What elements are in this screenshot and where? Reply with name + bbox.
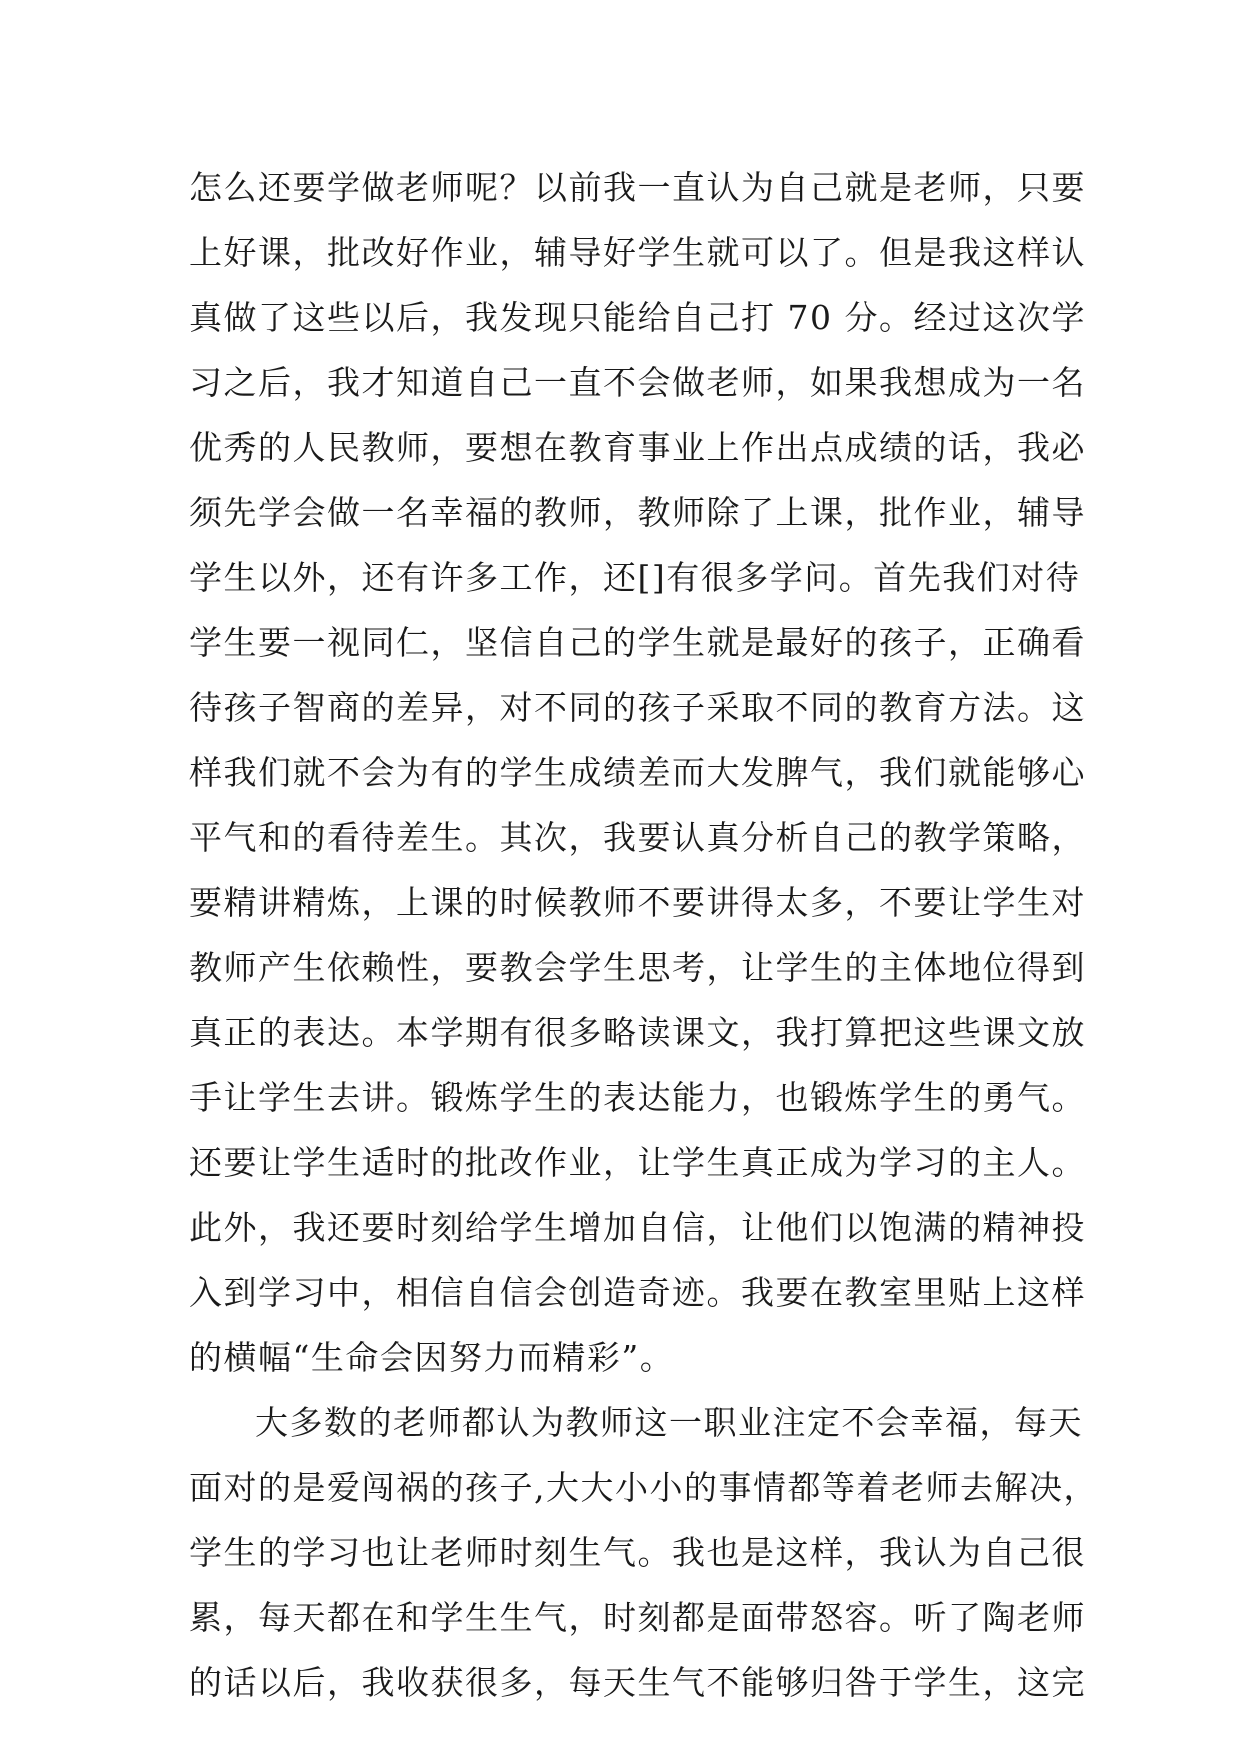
- text-line: 样我们就不会为有的学生成绩差而大发脾气，我们就能够心: [189, 753, 1086, 792]
- text-line: 学生要一视同仁，坚信自己的学生就是最好的孩子，正确看: [189, 623, 1086, 662]
- text-line: 累，每天都在和学生生气，时刻都是面带怒容。听了陶老师: [189, 1598, 1086, 1637]
- text-line: 待孩子智商的差异，对不同的孩子采取不同的教育方法。这: [189, 688, 1086, 727]
- text-line: 的话以后，我收获很多，每天生气不能够归咎于学生，这完: [189, 1663, 1086, 1702]
- text-line: 平气和的看待差生。其次，我要认真分析自己的教学策略，: [189, 818, 1086, 857]
- text-line: 入到学习中，相信自信会创造奇迹。我要在教室里贴上这样: [189, 1273, 1086, 1312]
- text-line: 真正的表达。本学期有很多略读课文，我打算把这些课文放: [189, 1013, 1086, 1052]
- text-line: 的横幅“生命会因努力而精彩”。: [189, 1338, 675, 1377]
- paragraph-first-line: 大多数的老师都认为教师这一职业注定不会幸福，每天: [255, 1403, 1083, 1442]
- text-line: 学生以外，还有许多工作，还[]有很多学问。首先我们对待: [189, 558, 1081, 597]
- text-line: 习之后，我才知道自己一直不会做老师，如果我想成为一名: [189, 363, 1086, 402]
- text-line: 此外，我还要时刻给学生增加自信，让他们以饱满的精神投: [189, 1208, 1086, 1247]
- text-line: 上好课，批改好作业，辅导好学生就可以了。但是我这样认: [189, 233, 1086, 272]
- text-line: 怎么还要学做老师呢？以前我一直认为自己就是老师，只要: [189, 168, 1086, 207]
- text-line: 学生的学习也让老师时刻生气。我也是这样，我认为自己很: [189, 1533, 1086, 1572]
- text-line: 教师产生依赖性，要教会学生思考，让学生的主体地位得到: [189, 948, 1086, 987]
- text-line: 要精讲精炼，上课的时候教师不要讲得太多，不要让学生对: [189, 883, 1086, 922]
- text-line: 须先学会做一名幸福的教师，教师除了上课，批作业，辅导: [189, 493, 1086, 532]
- text-line: 优秀的人民教师，要想在教育事业上作出点成绩的话，我必: [189, 428, 1086, 467]
- text-line: 真做了这些以后，我发现只能给自己打 70 分。经过这次学: [189, 298, 1086, 337]
- text-line: 手让学生去讲。锻炼学生的表达能力，也锻炼学生的勇气。: [189, 1078, 1086, 1117]
- text-line: 还要让学生适时的批改作业，让学生真正成为学习的主人。: [189, 1143, 1086, 1182]
- text-line: 面对的是爱闯祸的孩子,大大小小的事情都等着老师去解决，: [189, 1468, 1098, 1507]
- body-text: [189, 155, 1098, 1715]
